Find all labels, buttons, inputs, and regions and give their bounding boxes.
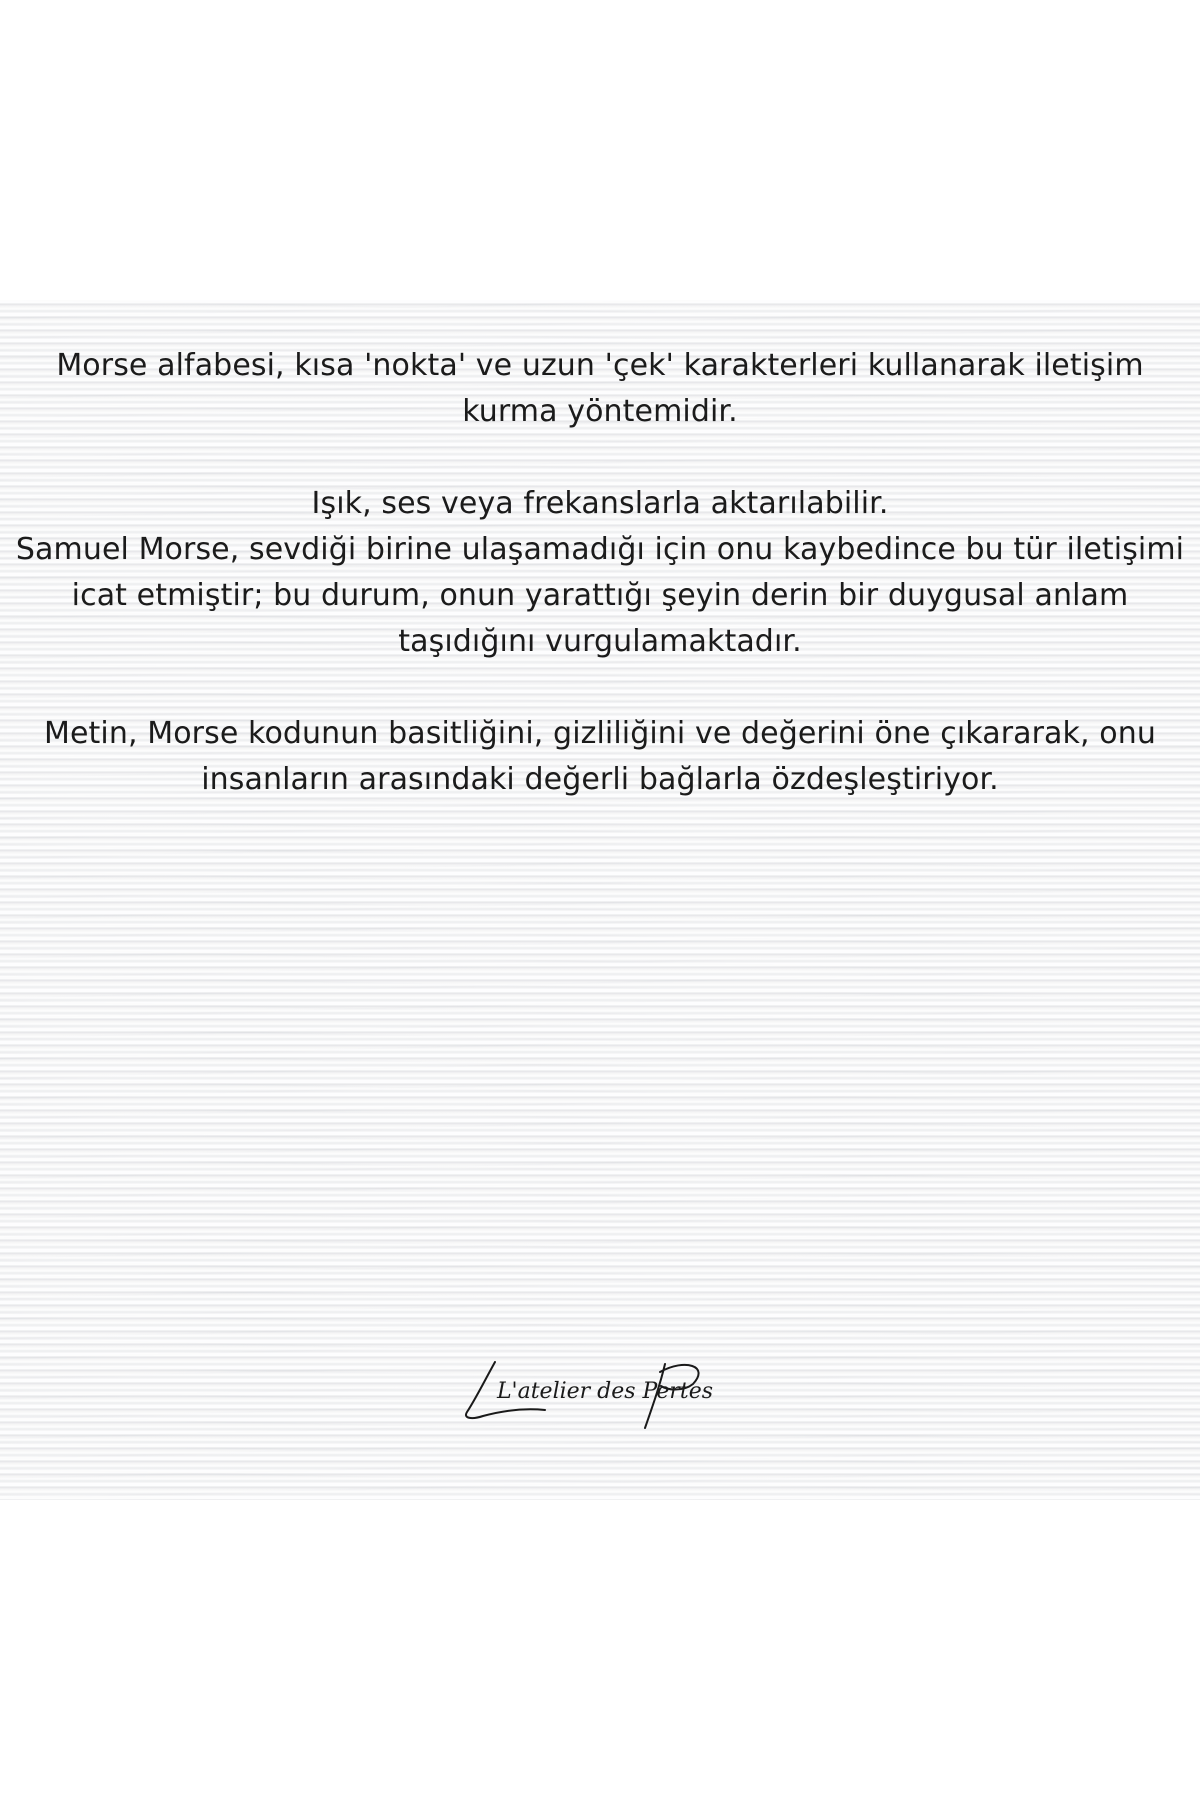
paragraph-spacer <box>0 665 1200 711</box>
paragraph-spacer <box>0 435 1200 481</box>
signature-logo <box>455 1350 755 1430</box>
signature-text: L'atelier des Pertes <box>496 1379 714 1404</box>
paragraph-morse-definition: Morse alfabesi, kısa 'nokta' ve uzun 'çek' karakterleri kullanarak iletişim kurma yöntemidir. <box>56 348 1144 429</box>
paragraph-samuel-morse: Samuel Morse, sevdiği birine ulaşamadığı için onu kaybedince bu tür iletişimi icat etmiştir; bu durum, onun yarattığı şeyin derin bir duygusal anlam taşıdığını vurgulamaktadır. <box>15 532 1185 659</box>
paragraph-summary: Metin, Morse kodunun basitliğini, gizliliğini ve değerini öne çıkararak, onu insanların arasındaki değerli bağlarla özdeşleştiriyor. <box>44 716 1156 797</box>
paragraph-transmission: Işık, ses veya frekanslarla aktarılabilir. <box>311 486 889 521</box>
body-text <box>0 343 1200 803</box>
